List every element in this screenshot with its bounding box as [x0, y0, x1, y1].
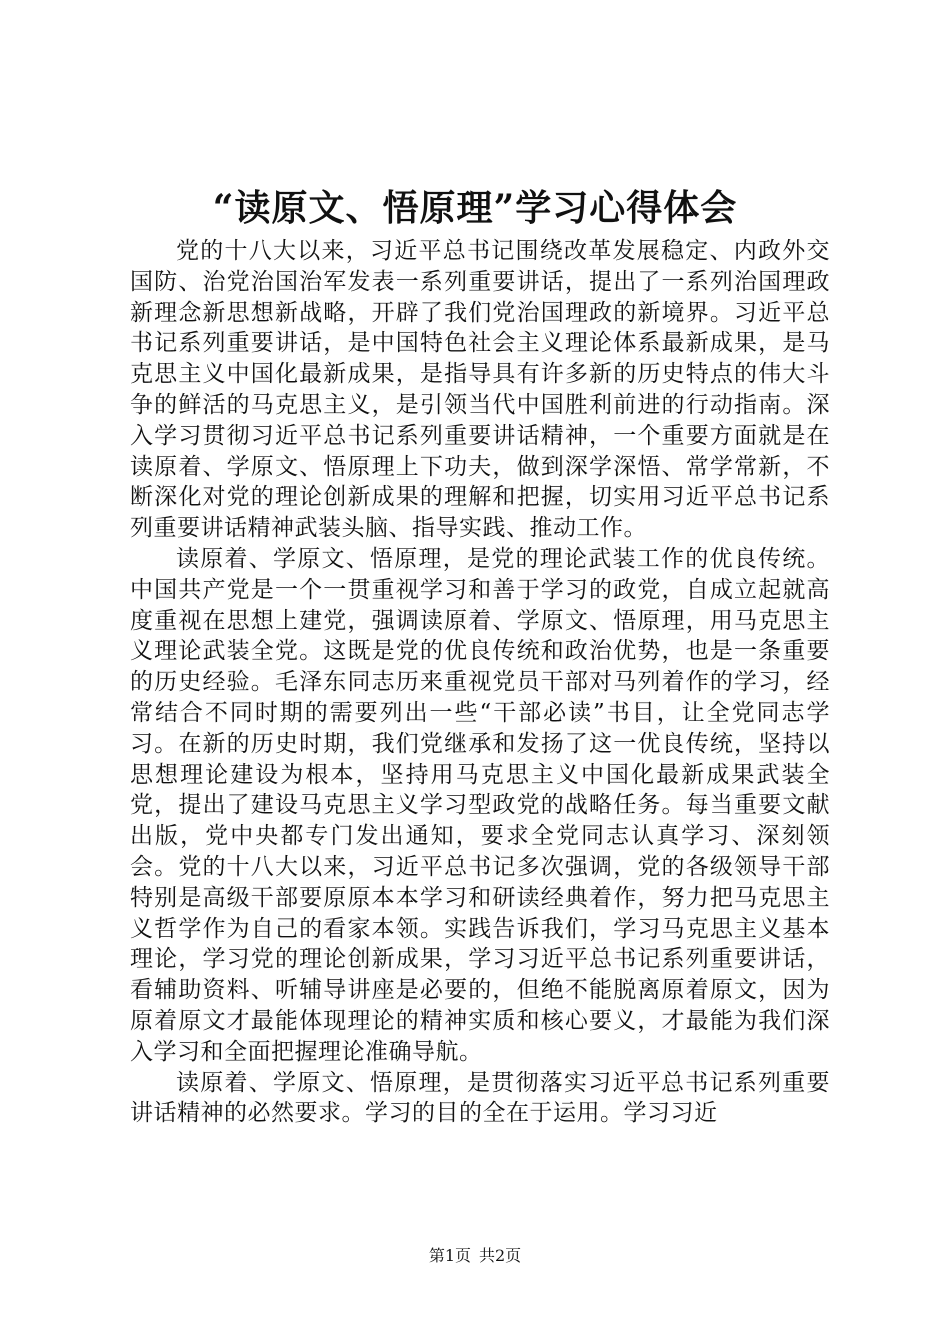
document-title: “读原文、悟原理”学习心得体会: [212, 187, 738, 229]
page-footer: [0, 1244, 950, 1268]
document-body: [130, 236, 830, 1129]
paragraph-3: 读原着、学原文、悟原理，是贯彻落实习近平总书记系列重要讲话精神的必然要求。学习的目的全在于运用。学习习近: [130, 1069, 830, 1127]
paragraph-1: 党的十八大以来，习近平总书记围绕改革发展稳定、内政外交国防、治党治国治军发表一系列重要讲话，提出了一系列治国理政新理念新思想新战略，开辟了我们党治国理政的新境界。习近平总书记系列重要讲话，是中国特色社会主义理论体系最新成果，是马克思主义中国化最新成果，是指导具有许多新的历史特点的伟大斗争的鲜活的马克思主义，是引领当代中国胜利前进的行动指南。深入学习贯彻习近平总书记系列重要讲话精神，一个重要方面就是在读原着、学原文、悟原理上下功夫，做到深学深悟、常学常新，不断深化对党的理论创新成果的理解和把握，切实用习近平总书记系列重要讲话精神武装头脑、指导实践、推动工作。: [130, 238, 830, 542]
paragraph-2: 读原着、学原文、悟原理，是党的理论武装工作的优良传统。中国共产党是一个一贯重视学习和善于学习的政党，自成立起就高度重视在思想上建党，强调读原着、学原文、悟原理，用马克思主义理论武装全党。这既是党的优良传统和政治优势，也是一条重要的历史经验。毛泽东同志历来重视党员干部对马列着作的学习，经常结合不同时期的需要列出一些“干部必读”书目，让全党同志学习。在新的历史时期，我们党继承和发扬了这一优良传统，坚持以思想理论建设为根本，坚持用马克思主义中国化最新成果武装全党，提出了建设马克思主义学习型政党的战略任务。每当重要文献出版，党中央都专门发出通知，要求全党同志认真学习、深刻领会。党的十八大以来，习近平总书记多次强调，党的各级领导干部特别是高级干部要原原本本学习和研读经典着作，努力把马克思主义哲学作为自己的看家本领。实践告诉我们，学习马克思主义基本理论，学习党的理论创新成果，学习习近平总书记系列重要讲话，看辅助资料、听辅导讲座是必要的，但绝不能脱离原着原文，因为原着原文才最能体现理论的精神实质和核心要义，才最能为我们深入学习和全面把握理论准确导航。: [130, 545, 830, 1065]
page-total: 共2页: [479, 1246, 522, 1265]
page-number: 第1页: [428, 1246, 471, 1265]
